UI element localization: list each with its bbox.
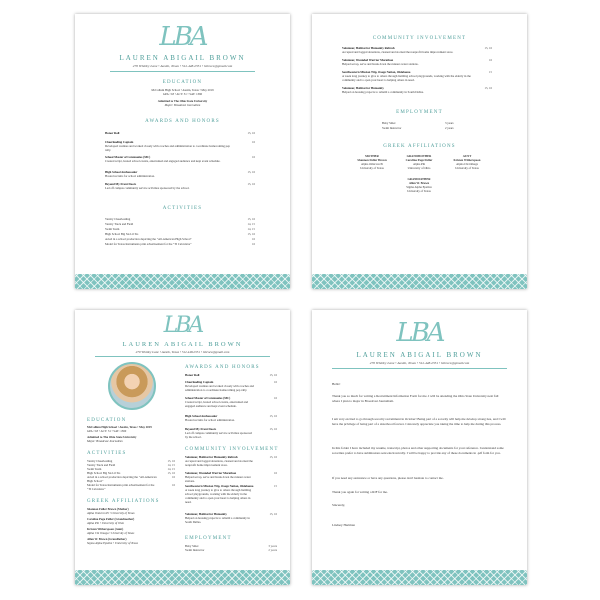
divider bbox=[332, 368, 507, 369]
employment-heading: EMPLOYMENT bbox=[396, 110, 443, 115]
activity-years: 14, 15 bbox=[167, 463, 175, 467]
community-item: Volunteer, Habitat for Humanity Refresh Accepted and logged donations, cleaned and stocked the nonprofit home improvement store. bbox=[185, 455, 253, 467]
employment-item: Baby Sitter bbox=[185, 544, 199, 548]
award-item: Honor Roll bbox=[185, 373, 200, 377]
decorative-pattern-band bbox=[75, 570, 290, 585]
community-years: 15, 16 bbox=[484, 86, 492, 90]
admitted-line: Admitted to The Ohio State University bbox=[87, 435, 137, 439]
activity-years: 15, 16 bbox=[247, 217, 255, 221]
letter-paragraph: Thank you again for writing a RIF for me. bbox=[332, 490, 388, 494]
activities-heading: ACTIVITIES bbox=[87, 451, 127, 456]
divider bbox=[110, 71, 255, 72]
award-years: 15, 16 bbox=[269, 427, 277, 431]
letter-paragraph: Thank you so much for writing a Recruitment Information Form for me. I will be attending the Ohio State University next fall where I plan to major in Broadcast Journalism. bbox=[332, 394, 499, 403]
employment-years: 3 years bbox=[445, 121, 454, 125]
award-years: 15, 16 bbox=[269, 373, 277, 377]
letter-signature: Lindsey Hartman bbox=[332, 523, 355, 527]
education-line: McCallum High School • Austin, Texas • May 2019 bbox=[151, 88, 214, 92]
award-years: 15, 16 bbox=[247, 182, 255, 186]
greek-item: Carolina Page Fuller (Grandmother) Alpha Phi • University of Ohio bbox=[87, 517, 135, 525]
award-item: Honor Roll bbox=[105, 131, 120, 135]
community-item: Volunteer, Habitat for Humanity Helped on housing projects to rebuild a community in South Dallas. bbox=[342, 86, 424, 94]
employment-item: Swim Instructor bbox=[382, 126, 402, 130]
admitted-major: Major: Broadcast Journalism bbox=[164, 103, 201, 107]
community-item: Volunteer, Wounded Warrior Marathon Helped set up, serve and break down the runners water stations. bbox=[342, 58, 419, 66]
monogram-logo: LBA bbox=[159, 22, 206, 52]
activity-item: Acted in a school production depicting the "All-American High School" bbox=[87, 475, 157, 483]
community-heading: COMMUNITY INVOLVEMENT bbox=[185, 447, 279, 452]
resume-address: 270 Whitley Lane • Austin, Texas • 512.448.2351 • lsbruce@gmail.com bbox=[132, 64, 233, 68]
award-item: Cheerleading Captain Developed routines and worked closely with coaches and administration to coordinate homecoming pep rally. bbox=[185, 380, 254, 392]
resume-name: LAUREN ABIGAIL BROWN bbox=[122, 341, 243, 348]
resume-photo-page bbox=[75, 310, 290, 585]
activity-years: 16 bbox=[252, 242, 255, 246]
community-years: 16 bbox=[274, 471, 277, 475]
award-years: 16 bbox=[252, 155, 255, 159]
decorative-pattern-band bbox=[312, 274, 527, 289]
decorative-pattern-band bbox=[75, 274, 290, 289]
letter-address: 270 Whitley Lane • Austin, Texas • 512.448.2351 • lsbruce@gmail.com bbox=[369, 361, 470, 365]
activity-years: 14, 15 bbox=[167, 467, 175, 471]
education-line: McCallum High School • Austin, Texas • May 2019 bbox=[87, 425, 152, 429]
activity-years: 14, 15 bbox=[247, 222, 255, 226]
greek-item: Shannon Fuller Brown (Mother) Alpha Omicron Pi • University of Texas bbox=[87, 507, 135, 515]
decorative-pattern-band bbox=[312, 570, 527, 585]
award-item: Cheerleading Captain Developed routines and worked closely with coaches and administration to coordinate homecoming pep rally. bbox=[105, 140, 230, 152]
activity-item: High School Big Sis Lil Sis bbox=[87, 471, 121, 475]
activities-heading: ACTIVITIES bbox=[162, 206, 203, 211]
admitted-line: Admitted to The Ohio State University bbox=[157, 99, 208, 103]
activity-item: Varsity Cheerleading bbox=[87, 459, 113, 463]
letter-closing: Sincerely, bbox=[332, 503, 346, 507]
employment-years: 3 years bbox=[268, 544, 277, 548]
award-item: School Master of Ceremonies (MC) Created script, hosted school events, entertained and engaged audience and kept event schedule. bbox=[185, 396, 248, 408]
activity-item: Varsity Track and Field bbox=[105, 222, 134, 226]
cover-letter-page bbox=[312, 310, 527, 585]
activity-years: 16 bbox=[172, 483, 175, 487]
award-years: 15, 16 bbox=[247, 170, 255, 174]
community-item: Volunteer, Wounded Warrior Marathon Helped set up, serve and break down the runners water stations. bbox=[185, 471, 251, 483]
employment-heading: EMPLOYMENT bbox=[185, 536, 232, 541]
community-years: 15, 16 bbox=[269, 512, 277, 516]
activity-item: Swim Team bbox=[87, 467, 102, 471]
employment-item: Swim Instructor bbox=[185, 548, 205, 552]
resume-page-1 bbox=[75, 14, 290, 289]
community-years: 15 bbox=[274, 484, 277, 488]
community-years: 15, 16 bbox=[484, 46, 492, 50]
activity-years: 15, 16 bbox=[247, 232, 255, 236]
award-years: 16 bbox=[252, 140, 255, 144]
activity-item: High School Big Sis Lil Sis bbox=[105, 232, 139, 236]
activity-years: 16 bbox=[172, 475, 175, 479]
awards-heading: AWARDS AND HONORS bbox=[145, 119, 220, 124]
greek-relative: AUNT Kristen Witherspoon Alpha Chi Omega University of Texas bbox=[453, 154, 481, 170]
community-item: Volunteer, Habitat for Humanity Helped on housing projects to rebuild a community in South Dallas. bbox=[185, 512, 250, 524]
greek-relative: GRANDFATHER Allen W. Brown Sigma Alpha Epsilon University of Texas bbox=[406, 177, 432, 193]
greek-heading: GREEK AFFILIATIONS bbox=[87, 499, 160, 504]
activity-years: 14, 15 bbox=[247, 227, 255, 231]
monogram-logo: LBA bbox=[163, 313, 202, 338]
awards-heading: AWARDS AND HONORS bbox=[185, 365, 260, 370]
letter-greeting: Hello! bbox=[332, 382, 341, 386]
letter-paragraph: I am very excited to go through sorority recruitment in October! Being part of a sorority will help me develop strong ties, and I will have the privilege of being part of a sisterhood forever. I sincerely appreciate you taking the time to help me during this process. bbox=[332, 417, 506, 426]
activity-item: Model for Texas Instruments print advertisement for the "TI Calculator" bbox=[87, 483, 155, 491]
community-years: 15 bbox=[489, 70, 492, 74]
community-item: Volunteer, Habitat for Humanity Refresh Accepted and logged donations, cleaned and stocked the nonprofit home improvement store. bbox=[342, 46, 454, 54]
award-years: 15, 16 bbox=[247, 131, 255, 135]
award-item: High School Ambassador Hosted recruits for school administration. bbox=[185, 414, 235, 422]
greek-relative: GRANDMOTHER Carolina Page Fuller Alpha Phi University of Ohio bbox=[405, 154, 433, 170]
activity-item: Varsity Cheerleading bbox=[105, 217, 131, 221]
employment-years: 2 years bbox=[445, 126, 454, 130]
profile-photo bbox=[108, 362, 156, 410]
resume-address: 270 Whitley Lane • Austin, Texas • 512.448.2351 • lsbruce@gmail.com bbox=[135, 350, 230, 354]
resume-name: LAUREN ABIGAIL BROWN bbox=[119, 54, 246, 62]
letter-name: LAUREN ABIGAIL BROWN bbox=[356, 351, 483, 359]
activity-years: 15, 16 bbox=[167, 459, 175, 463]
letter-paragraph: In this folder I have included my resume, transcript, photos and other supporting documents for your reference. I understand some sororities prefer to have submissions sent electronically. I will be happy to provide any of these documents in .pdf form for you. bbox=[332, 446, 504, 455]
monogram-logo: LBA bbox=[396, 318, 443, 348]
award-item: Beyond My Front Doors Led off campus community service activities sponsored by the school. bbox=[185, 427, 252, 439]
award-years: 16 bbox=[274, 380, 277, 384]
greek-item: Kristen Witherspoon (Aunt) Alpha Chi Omega • University of Texas bbox=[87, 527, 135, 535]
community-heading: COMMUNITY INVOLVEMENT bbox=[372, 36, 467, 41]
education-heading: EDUCATION bbox=[162, 80, 203, 85]
employment-years: 2 years bbox=[268, 548, 277, 552]
admitted-major: Major: Broadcast Journalism bbox=[87, 439, 123, 443]
greek-relative: MOTHER Shannon Fuller Brown Alpha Omicron Pi University of Texas bbox=[357, 154, 387, 170]
activity-item: Acted in a school production depicting the "All-American High School" bbox=[105, 237, 192, 241]
award-item: High School Ambassador Hosted recruits for school administration. bbox=[105, 170, 155, 178]
award-item: Beyond My Front Doors Led off campus community service activities sponsored by the school. bbox=[105, 182, 190, 190]
community-item: Southwestern Mission Trip, Osage Nation, Oklahoma A week long journey to give to others through building school playgrounds, working with the elderly in the community and to open your heart to helping others in need. bbox=[342, 70, 471, 82]
education-line: GPA: 3.8 • ACT: 31 • SAT: 1360 bbox=[87, 429, 127, 433]
activity-item: Swim Team bbox=[105, 227, 120, 231]
resume-page-2 bbox=[312, 14, 527, 289]
award-item: School Master of Ceremonies (MC) Created script, hosted school events, entertained and engaged audience and kept event schedule. bbox=[105, 155, 221, 163]
greek-heading: GREEK AFFILIATIONS bbox=[383, 144, 456, 149]
award-years: 15, 16 bbox=[269, 414, 277, 418]
education-line: GPA: 3.8 • ACT: 31 • SAT: 1360 bbox=[162, 92, 203, 96]
activity-item: Model for Texas Instruments print advertisement for the "TI Calculator" bbox=[105, 242, 192, 246]
community-years: 15, 16 bbox=[269, 455, 277, 459]
activity-years: 16 bbox=[252, 237, 255, 241]
award-years: 16 bbox=[274, 396, 277, 400]
education-heading: EDUCATION bbox=[87, 418, 127, 423]
activity-years: 15, 16 bbox=[167, 471, 175, 475]
letter-paragraph: If you need any assistance or have any questions, please don't hesitate to contact me. bbox=[332, 476, 444, 480]
greek-item: Allen W. Brown (Grandfather) Sigma Alpha Epsilon • University of Texas bbox=[87, 537, 138, 545]
employment-item: Baby Sitter bbox=[382, 121, 396, 125]
community-years: 16 bbox=[489, 58, 492, 62]
activity-item: Varsity Track and Field bbox=[87, 463, 116, 467]
community-item: Southwestern Mission Trip, Osage Nation, Oklahoma A week long journey to give to others through building school playgrounds, working with the elderly in the community and to open your heart to helping others in need. bbox=[185, 484, 254, 504]
divider bbox=[95, 356, 270, 357]
